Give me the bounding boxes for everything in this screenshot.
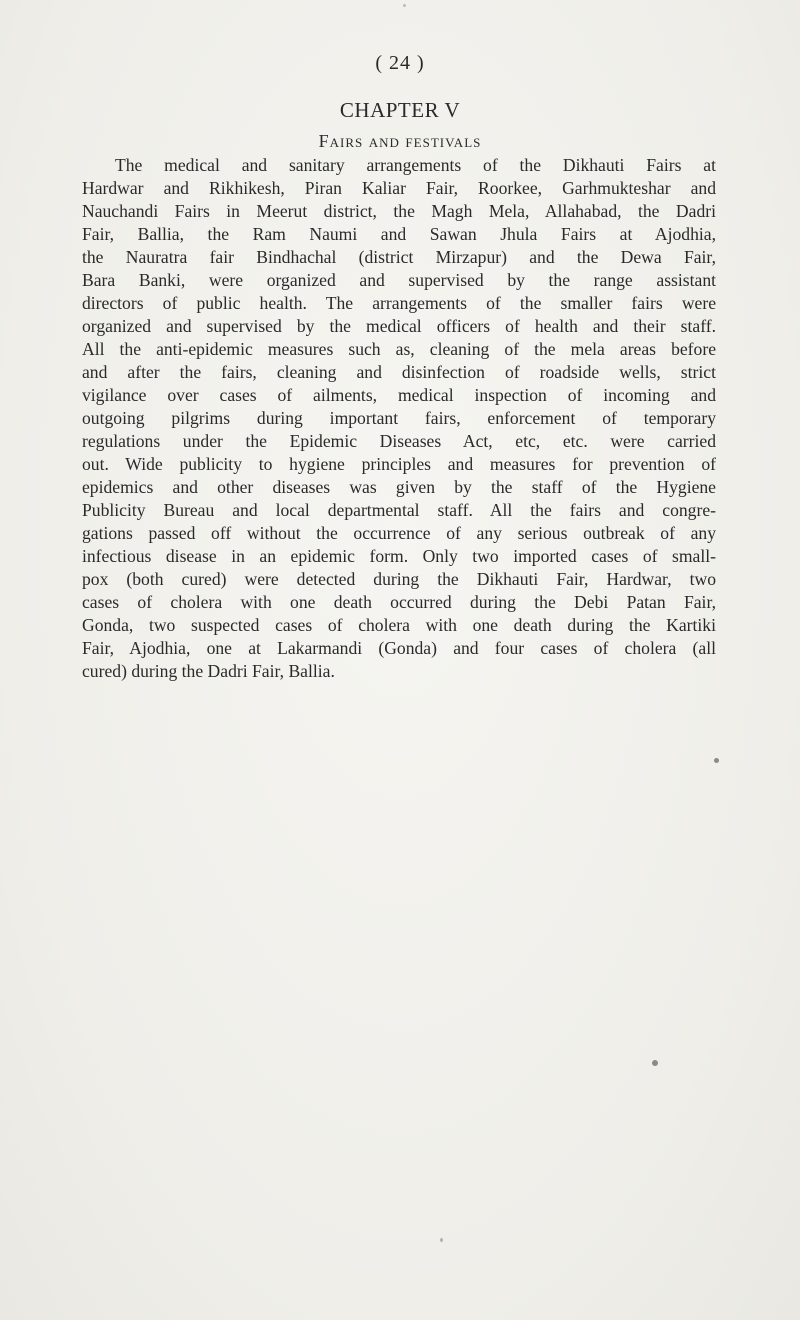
paragraph-line: pox (both cured) were detected during the Dikhauti Fair, Hardwar, two [82, 569, 716, 589]
paragraph-line: regulations under the Epidemic Diseases Act, etc, etc. were carried [82, 431, 716, 451]
body-paragraph [82, 154, 716, 683]
paragraph-line: Nauchandi Fairs in Meerut district, the Magh Mela, Allahabad, the Dadri [82, 201, 716, 221]
paragraph-line: All the anti-epidemic measures such as, cleaning of the mela areas before [82, 339, 716, 359]
paragraph-line: the Nauratra fair Bindhachal (district Mirzapur) and the Dewa Fair, [82, 247, 716, 267]
paragraph-line: Publicity Bureau and local departmental staff. All the fairs and congre- [82, 500, 716, 520]
paragraph-line: cured) during the Dadri Fair, Ballia. [82, 661, 335, 681]
paragraph-line: Fair, Ballia, the Ram Naumi and Sawan Jhula Fairs at Ajodhia, [82, 224, 716, 244]
page-number: ( 24 ) [375, 52, 425, 74]
scan-speck [714, 758, 719, 763]
paragraph-line: and after the fairs, cleaning and disinfection of roadside wells, strict [82, 362, 716, 382]
scan-speck [652, 1060, 658, 1066]
section-heading: Fairs and festivals [318, 131, 482, 151]
chapter-heading: CHAPTER V [339, 98, 461, 122]
paragraph-line: Fair, Ajodhia, one at Lakarmandi (Gonda) and four cases of cholera (all [82, 638, 716, 658]
paragraph-line: vigilance over cases of ailments, medical inspection of incoming and [82, 385, 716, 405]
paragraph-line: The medical and sanitary arrangements of the Dikhauti Fairs at [115, 155, 716, 175]
paragraph-line: cases of cholera with one death occurred during the Debi Patan Fair, [82, 592, 716, 612]
paragraph-line: organized and supervised by the medical officers of health and their staff. [82, 316, 716, 336]
paragraph-line: Hardwar and Rikhikesh, Piran Kaliar Fair, Roorkee, Garhmukteshar and [82, 178, 716, 198]
paragraph-line: gations passed off without the occurrence of any serious outbreak of any [82, 523, 716, 543]
scan-speck [440, 1238, 443, 1242]
paragraph-line: Bara Banki, were organized and supervised by the range assistant [82, 270, 716, 290]
paragraph-line: out. Wide publicity to hygiene principles and measures for prevention of [82, 454, 716, 474]
paragraph-line: Gonda, two suspected cases of cholera with one death during the Kartiki [82, 615, 716, 635]
paragraph-line: directors of public health. The arrangements of the smaller fairs were [82, 293, 716, 313]
paragraph-line: outgoing pilgrims during important fairs, enforcement of temporary [82, 408, 716, 428]
paragraph-line: infectious disease in an epidemic form. Only two imported cases of small- [82, 546, 716, 566]
scan-speck [403, 4, 406, 7]
paragraph-line: epidemics and other diseases was given by the staff of the Hygiene [82, 477, 716, 497]
